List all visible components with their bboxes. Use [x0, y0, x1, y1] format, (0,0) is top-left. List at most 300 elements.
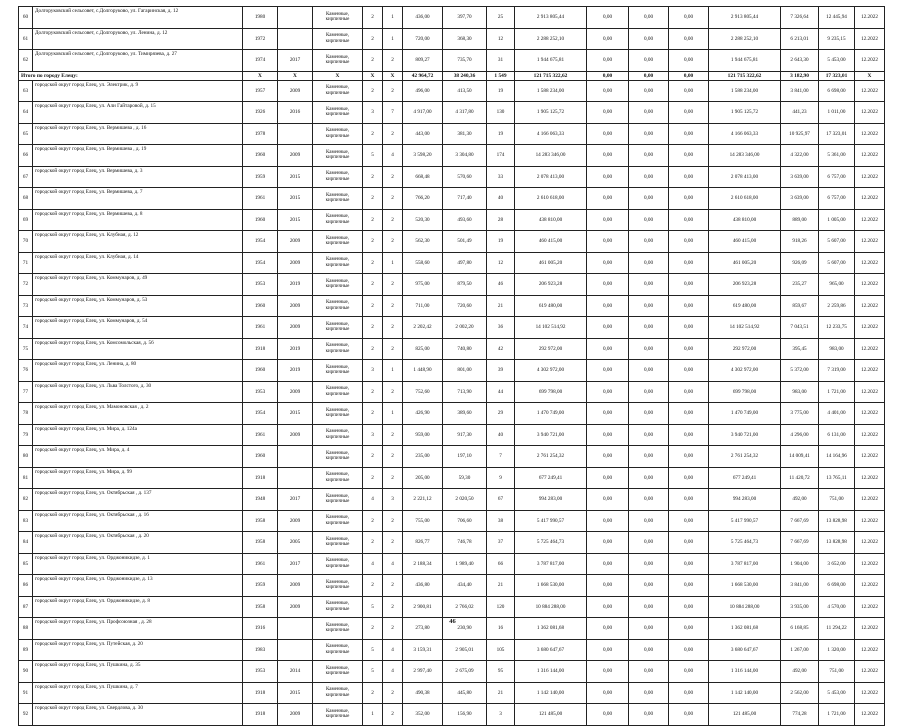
owner-funds-cell: 14 283 346,00 — [709, 145, 781, 167]
entrances-cell: 1 — [383, 403, 403, 425]
fund-1-cell: 0,00 — [587, 618, 629, 640]
owner-funds-cell: 677 249,41 — [709, 467, 781, 489]
cost-per-sqm-cell: 889,00 — [781, 209, 819, 231]
total-fund3: 0,00 — [669, 71, 709, 80]
address-cell: городской округ город Елец, ул. Орджоникидзе, д. 13 — [33, 575, 243, 597]
year-built-cell: 1959 — [243, 575, 278, 597]
wall-material-cell: Каменные, кирпичные — [313, 661, 363, 683]
floors-cell: 2 — [363, 28, 383, 50]
table-body-before-total — [19, 7, 885, 72]
completion-date-cell: 12.2022 — [855, 639, 885, 661]
year-built-cell: 1974 — [243, 50, 278, 72]
fund-3-cell: 0,00 — [669, 7, 709, 29]
wall-material-cell: Каменные, кирпичные — [313, 252, 363, 274]
living-area-cell: 413,50 — [443, 80, 487, 102]
cost-limit-cell: 983,00 — [819, 338, 855, 360]
living-area-cell: 746,78 — [443, 532, 487, 554]
cost-per-sqm-cell: 6 213,01 — [781, 28, 819, 50]
total-area: 42 964,72 — [403, 71, 443, 80]
table-row — [19, 102, 885, 124]
cost-limit-cell: 5 607,00 — [819, 252, 855, 274]
row-number: 86 — [19, 575, 33, 597]
table-row — [19, 7, 885, 29]
total-per-sqm: 3 182,90 — [781, 71, 819, 80]
wall-material-cell: Каменные, кирпичные — [313, 360, 363, 382]
fund-1-cell: 0,00 — [587, 381, 629, 403]
table-row — [19, 704, 885, 726]
living-area-cell: 879,50 — [443, 274, 487, 296]
completion-date-cell: 12.2022 — [855, 123, 885, 145]
repair-cost-cell: 2 913 805,44 — [515, 7, 587, 29]
cost-limit-cell: 1 320,00 — [819, 639, 855, 661]
living-area-cell: 2 002,20 — [443, 317, 487, 339]
fund-1-cell: 0,00 — [587, 231, 629, 253]
table-row — [19, 510, 885, 532]
cost-per-sqm-cell: 983,00 — [781, 381, 819, 403]
total-fund1: 0,00 — [587, 71, 629, 80]
repair-cost-cell: 1 588 234,00 — [515, 80, 587, 102]
living-area-cell: 434,40 — [443, 575, 487, 597]
repair-cost-cell: 2 078 413,00 — [515, 166, 587, 188]
total-area-cell: 711,00 — [403, 295, 443, 317]
total-area-cell: 4 917,00 — [403, 102, 443, 124]
wall-material-cell: Каменные, кирпичные — [313, 682, 363, 704]
living-area-cell: 917,30 — [443, 424, 487, 446]
address-cell: городской округ город Елец, ул. Орджоникидзе, д. 8 — [33, 596, 243, 618]
fund-2-cell: 0,00 — [629, 618, 669, 640]
wall-material-cell: Каменные, кирпичные — [313, 145, 363, 167]
year-built-cell: 1957 — [243, 80, 278, 102]
year-built-cell: 1918 — [243, 682, 278, 704]
cost-per-sqm-cell: 4 322,00 — [781, 145, 819, 167]
living-area-cell: 3 304,80 — [443, 145, 487, 167]
completion-date-cell: 12.2022 — [855, 424, 885, 446]
row-number: 65 — [19, 123, 33, 145]
fund-1-cell: 0,00 — [587, 338, 629, 360]
fund-1-cell: 0,00 — [587, 295, 629, 317]
entrances-cell: 4 — [383, 145, 403, 167]
fund-2-cell: 0,00 — [629, 661, 669, 683]
owner-funds-cell: 619 480,00 — [709, 295, 781, 317]
fund-2-cell: 0,00 — [629, 50, 669, 72]
floors-cell: 2 — [363, 682, 383, 704]
owner-funds-cell: 460 415,00 — [709, 231, 781, 253]
total-area-cell: 558,60 — [403, 252, 443, 274]
row-number: 88 — [19, 618, 33, 640]
total-area-cell: 3 159,31 — [403, 639, 443, 661]
living-area-cell: 230,90 — [443, 618, 487, 640]
residents-cell: 67 — [487, 489, 515, 511]
owner-funds-cell: 2 078 413,00 — [709, 166, 781, 188]
residents-cell: 19 — [487, 123, 515, 145]
fund-3-cell: 0,00 — [669, 338, 709, 360]
fund-3-cell: 0,00 — [669, 252, 709, 274]
wall-material-cell: Каменные, кирпичные — [313, 7, 363, 29]
address-cell: городской округ город Елец, ул. Льва Толстого, д. 30 — [33, 381, 243, 403]
table-row — [19, 209, 885, 231]
address-cell: Долгоруковский сельсовет, с.Долгоруково, ул. Тимирязева, д. 27 — [33, 50, 243, 72]
owner-funds-cell: 292 972,00 — [709, 338, 781, 360]
total-area-cell: 2 188,34 — [403, 553, 443, 575]
residents-cell: 7 — [487, 446, 515, 468]
fund-2-cell: 0,00 — [629, 489, 669, 511]
total-area-cell: 3 598,20 — [403, 145, 443, 167]
fund-3-cell: 0,00 — [669, 510, 709, 532]
entrances-cell: 2 — [383, 50, 403, 72]
fund-2-cell: 0,00 — [629, 252, 669, 274]
total-area-cell: 2 221,12 — [403, 489, 443, 511]
fund-3-cell: 0,00 — [669, 145, 709, 167]
fund-3-cell: 0,00 — [669, 682, 709, 704]
capital-repair-year-cell: 2009 — [278, 596, 313, 618]
fund-1-cell: 0,00 — [587, 639, 629, 661]
table-row — [19, 252, 885, 274]
floors-cell: 5 — [363, 639, 383, 661]
entrances-cell: 2 — [383, 338, 403, 360]
row-number: 91 — [19, 682, 33, 704]
owner-funds-cell: 1 316 144,00 — [709, 661, 781, 683]
fund-3-cell: 0,00 — [669, 596, 709, 618]
total-area-cell: 235,00 — [403, 446, 443, 468]
address-cell: городской округ город Елец, ул. Вермишева , д. 19 — [33, 145, 243, 167]
capital-repair-year-cell: 2005 — [278, 532, 313, 554]
cost-limit-cell: 12 233,75 — [819, 317, 855, 339]
year-built-cell: 1916 — [243, 618, 278, 640]
cost-per-sqm-cell: 7 043,51 — [781, 317, 819, 339]
table-body-after-total — [19, 80, 885, 725]
entrances-cell: 2 — [383, 510, 403, 532]
capital-repair-year-cell: 2015 — [278, 166, 313, 188]
cost-per-sqm-cell: 1 267,00 — [781, 639, 819, 661]
row-number: 74 — [19, 317, 33, 339]
residents-cell: 9 — [487, 467, 515, 489]
living-area-cell: 493,60 — [443, 209, 487, 231]
row-number: 67 — [19, 166, 33, 188]
residents-cell: 66 — [487, 553, 515, 575]
cost-per-sqm-cell: 4 296,00 — [781, 424, 819, 446]
fund-1-cell: 0,00 — [587, 209, 629, 231]
table-row — [19, 661, 885, 683]
table-row — [19, 274, 885, 296]
cost-limit-cell: 965,00 — [819, 274, 855, 296]
wall-material-cell: Каменные, кирпичные — [313, 188, 363, 210]
cost-limit-cell: 6 698,00 — [819, 80, 855, 102]
total-area-cell: 205,00 — [403, 467, 443, 489]
fund-3-cell: 0,00 — [669, 553, 709, 575]
total-own-funds: 121 715 322,62 — [709, 71, 781, 80]
floors-cell: 2 — [363, 123, 383, 145]
living-area-cell: 2 020,50 — [443, 489, 487, 511]
fund-2-cell: 0,00 — [629, 28, 669, 50]
address-cell: городской округ город Елец, ул. Путейская, д. 20 — [33, 639, 243, 661]
total-area-cell: 752,60 — [403, 381, 443, 403]
completion-date-cell: 12.2022 — [855, 360, 885, 382]
cost-limit-cell: 5 607,00 — [819, 231, 855, 253]
owner-funds-cell: 5 417 990,57 — [709, 510, 781, 532]
entrances-cell: 2 — [383, 618, 403, 640]
repair-cost-cell: 2 610 618,00 — [515, 188, 587, 210]
row-number: 85 — [19, 553, 33, 575]
wall-material-cell: Каменные, кирпичные — [313, 381, 363, 403]
fund-1-cell: 0,00 — [587, 7, 629, 29]
fund-2-cell: 0,00 — [629, 446, 669, 468]
total-floors: X — [363, 71, 383, 80]
address-cell: городской округ город Елец, ул. Вермишева, д. 3 — [33, 166, 243, 188]
fund-3-cell: 0,00 — [669, 50, 709, 72]
fund-3-cell: 0,00 — [669, 403, 709, 425]
completion-date-cell: 12.2022 — [855, 661, 885, 683]
living-area-cell: 713,90 — [443, 381, 487, 403]
table-row — [19, 145, 885, 167]
repair-cost-cell: 14 283 346,00 — [515, 145, 587, 167]
table-row — [19, 682, 885, 704]
year-built-cell: 1954 — [243, 231, 278, 253]
address-cell: городской округ город Елец, ул. Клубная, д. 14 — [33, 252, 243, 274]
capital-repair-year-cell: 2009 — [278, 80, 313, 102]
floors-cell: 2 — [363, 295, 383, 317]
fund-1-cell: 0,00 — [587, 467, 629, 489]
fund-2-cell: 0,00 — [629, 295, 669, 317]
completion-date-cell: 12.2022 — [855, 510, 885, 532]
owner-funds-cell: 121 485,00 — [709, 704, 781, 726]
row-number: 89 — [19, 639, 33, 661]
completion-date-cell: 12.2022 — [855, 618, 885, 640]
total-row — [19, 71, 885, 80]
completion-date-cell: 12.2022 — [855, 682, 885, 704]
fund-2-cell: 0,00 — [629, 704, 669, 726]
cost-per-sqm-cell: 395,45 — [781, 338, 819, 360]
fund-1-cell: 0,00 — [587, 252, 629, 274]
wall-material-cell: Каменные, кирпичные — [313, 295, 363, 317]
cost-limit-cell: 6 757,00 — [819, 188, 855, 210]
wall-material-cell: Каменные, кирпичные — [313, 50, 363, 72]
fund-3-cell: 0,00 — [669, 28, 709, 50]
row-number: 78 — [19, 403, 33, 425]
fund-3-cell: 0,00 — [669, 317, 709, 339]
row-number: 68 — [19, 188, 33, 210]
fund-2-cell: 0,00 — [629, 188, 669, 210]
total-residents: 1 549 — [487, 71, 515, 80]
cost-per-sqm-cell: 492,00 — [781, 661, 819, 683]
repair-cost-cell: 4 302 972,00 — [515, 360, 587, 382]
floors-cell: 2 — [363, 510, 383, 532]
capital-repair-year-cell: 2009 — [278, 252, 313, 274]
year-built-cell: 1960 — [243, 360, 278, 382]
table-row — [19, 166, 885, 188]
owner-funds-cell: 699 798,00 — [709, 381, 781, 403]
fund-1-cell: 0,00 — [587, 145, 629, 167]
table-row — [19, 553, 885, 575]
living-area-cell: 2 766,02 — [443, 596, 487, 618]
capital-repair-year-cell: 2015 — [278, 403, 313, 425]
cost-limit-cell: 5 361,00 — [819, 145, 855, 167]
floors-cell: 2 — [363, 467, 383, 489]
cost-limit-cell: 3 652,00 — [819, 553, 855, 575]
total-area-cell: 755,00 — [403, 510, 443, 532]
owner-funds-cell: 461 005,20 — [709, 252, 781, 274]
completion-date-cell: 12.2022 — [855, 532, 885, 554]
owner-funds-cell: 5 725 464,73 — [709, 532, 781, 554]
floors-cell: 4 — [363, 553, 383, 575]
total-area-cell: 2 997,40 — [403, 661, 443, 683]
address-cell: городской округ город Елец, ул. Ленина, д. 80 — [33, 360, 243, 382]
owner-funds-cell: 3 680 647,67 — [709, 639, 781, 661]
living-area-cell: 501,49 — [443, 231, 487, 253]
entrances-cell: 2 — [383, 682, 403, 704]
cost-limit-cell: 2 259,86 — [819, 295, 855, 317]
owner-funds-cell: 2 761 254,32 — [709, 446, 781, 468]
floors-cell: 2 — [363, 446, 383, 468]
cost-per-sqm-cell: 11 420,72 — [781, 467, 819, 489]
entrances-cell: 4 — [383, 661, 403, 683]
entrances-cell: 2 — [383, 424, 403, 446]
capital-repair-year-cell: 2009 — [278, 575, 313, 597]
wall-material-cell: Каменные, кирпичные — [313, 403, 363, 425]
cost-per-sqm-cell: 2 562,00 — [781, 682, 819, 704]
capital-repair-year-cell — [278, 639, 313, 661]
entrances-cell: 1 — [383, 360, 403, 382]
completion-date-cell: 12.2022 — [855, 231, 885, 253]
residents-cell: 174 — [487, 145, 515, 167]
repair-cost-cell: 1 470 749,00 — [515, 403, 587, 425]
fund-1-cell: 0,00 — [587, 317, 629, 339]
row-number: 82 — [19, 489, 33, 511]
fund-2-cell: 0,00 — [629, 7, 669, 29]
cost-limit-cell: 1 005,00 — [819, 209, 855, 231]
repair-cost-cell: 10 884 288,00 — [515, 596, 587, 618]
capital-repair-year-cell: 2009 — [278, 424, 313, 446]
residents-cell: 31 — [487, 50, 515, 72]
owner-funds-cell: 4 166 063,33 — [709, 123, 781, 145]
residents-cell: 38 — [487, 510, 515, 532]
completion-date-cell: 12.2022 — [855, 467, 885, 489]
table-row — [19, 338, 885, 360]
completion-date-cell: 12.2022 — [855, 489, 885, 511]
year-built-cell: 1983 — [243, 639, 278, 661]
cost-limit-cell: 9 235,15 — [819, 28, 855, 50]
fund-2-cell: 0,00 — [629, 231, 669, 253]
living-area-cell: 4 317,80 — [443, 102, 487, 124]
capital-repair-year-cell: 2009 — [278, 510, 313, 532]
fund-3-cell: 0,00 — [669, 123, 709, 145]
row-number: 73 — [19, 295, 33, 317]
capital-repair-year-cell: 2019 — [278, 360, 313, 382]
cost-limit-cell: 12 445,94 — [819, 7, 855, 29]
entrances-cell: 2 — [383, 80, 403, 102]
table-row — [19, 446, 885, 468]
row-number: 83 — [19, 510, 33, 532]
year-built-cell: 1926 — [243, 102, 278, 124]
total-area-cell: 520,30 — [403, 209, 443, 231]
cost-per-sqm-cell: 3 935,00 — [781, 596, 819, 618]
owner-funds-cell: 1 944 675,81 — [709, 50, 781, 72]
fund-2-cell: 0,00 — [629, 596, 669, 618]
table-row — [19, 231, 885, 253]
capital-repair-year-cell: 2017 — [278, 50, 313, 72]
fund-3-cell: 0,00 — [669, 575, 709, 597]
total-area-cell: 720,00 — [403, 28, 443, 50]
completion-date-cell: 12.2022 — [855, 317, 885, 339]
living-area-cell: 801,00 — [443, 360, 487, 382]
fund-1-cell: 0,00 — [587, 575, 629, 597]
table-row — [19, 424, 885, 446]
repair-cost-cell: 5 417 990,57 — [515, 510, 587, 532]
year-built-cell: 1958 — [243, 510, 278, 532]
owner-funds-cell: 206 923,28 — [709, 274, 781, 296]
fund-2-cell: 0,00 — [629, 682, 669, 704]
owner-funds-cell: 1 905 125,72 — [709, 102, 781, 124]
floors-cell: 3 — [363, 102, 383, 124]
completion-date-cell: 12.2022 — [855, 446, 885, 468]
cost-per-sqm-cell: 918,26 — [781, 231, 819, 253]
wall-material-cell: Каменные, кирпичные — [313, 489, 363, 511]
floors-cell: 2 — [363, 50, 383, 72]
living-area-cell: 59,30 — [443, 467, 487, 489]
fund-1-cell: 0,00 — [587, 661, 629, 683]
address-cell: городской округ город Елец, ул. Вермишева, д. 7 — [33, 188, 243, 210]
capital-repair-year-cell: 2019 — [278, 274, 313, 296]
residents-cell: 3 — [487, 704, 515, 726]
fund-2-cell: 0,00 — [629, 209, 669, 231]
living-area-cell: 397,70 — [443, 7, 487, 29]
address-cell: городской округ город Елец, ул. Октябрьская , д. 16 — [33, 510, 243, 532]
fund-3-cell: 0,00 — [669, 618, 709, 640]
year-built-cell: 1961 — [243, 317, 278, 339]
wall-material-cell: Каменные, кирпичные — [313, 510, 363, 532]
fund-2-cell: 0,00 — [629, 274, 669, 296]
fund-3-cell: 0,00 — [669, 295, 709, 317]
fund-2-cell: 0,00 — [629, 510, 669, 532]
residents-cell: 19 — [487, 231, 515, 253]
floors-cell: 2 — [363, 188, 383, 210]
capital-repair-year-cell — [278, 446, 313, 468]
cost-per-sqm-cell: 3 841,00 — [781, 80, 819, 102]
living-area-cell: 740,80 — [443, 338, 487, 360]
entrances-cell: 2 — [383, 231, 403, 253]
owner-funds-cell: 1 588 234,00 — [709, 80, 781, 102]
wall-material-cell: Каменные, кирпичные — [313, 231, 363, 253]
residents-cell: 21 — [487, 682, 515, 704]
capital-repair-year-cell: 2015 — [278, 188, 313, 210]
entrances-cell: 2 — [383, 575, 403, 597]
fund-2-cell: 0,00 — [629, 553, 669, 575]
table-row — [19, 381, 885, 403]
total-area-cell: 426,90 — [403, 403, 443, 425]
capital-repair-year-cell — [278, 28, 313, 50]
living-area-cell: 197,10 — [443, 446, 487, 468]
total-mat: X — [313, 71, 363, 80]
residents-cell: 28 — [487, 209, 515, 231]
floors-cell: 2 — [363, 618, 383, 640]
address-cell: городской округ город Елец, ул. Коммунаров, д. 53 — [33, 295, 243, 317]
cost-per-sqm-cell: 3 841,00 — [781, 575, 819, 597]
repair-cost-cell: 1 316 144,00 — [515, 661, 587, 683]
year-built-cell: 1961 — [243, 424, 278, 446]
wall-material-cell: Каменные, кирпичные — [313, 28, 363, 50]
cost-limit-cell: 751,00 — [819, 489, 855, 511]
total-living-area: 38 240,36 — [443, 71, 487, 80]
repair-cost-cell: 292 972,00 — [515, 338, 587, 360]
fund-3-cell: 0,00 — [669, 80, 709, 102]
repair-cost-cell: 1 142 140,00 — [515, 682, 587, 704]
floors-cell: 4 — [363, 489, 383, 511]
owner-funds-cell: 438 810,00 — [709, 209, 781, 231]
row-number: 69 — [19, 209, 33, 231]
fund-2-cell: 0,00 — [629, 575, 669, 597]
completion-date-cell: 12.2022 — [855, 381, 885, 403]
year-built-cell: 1954 — [243, 252, 278, 274]
table-row — [19, 639, 885, 661]
